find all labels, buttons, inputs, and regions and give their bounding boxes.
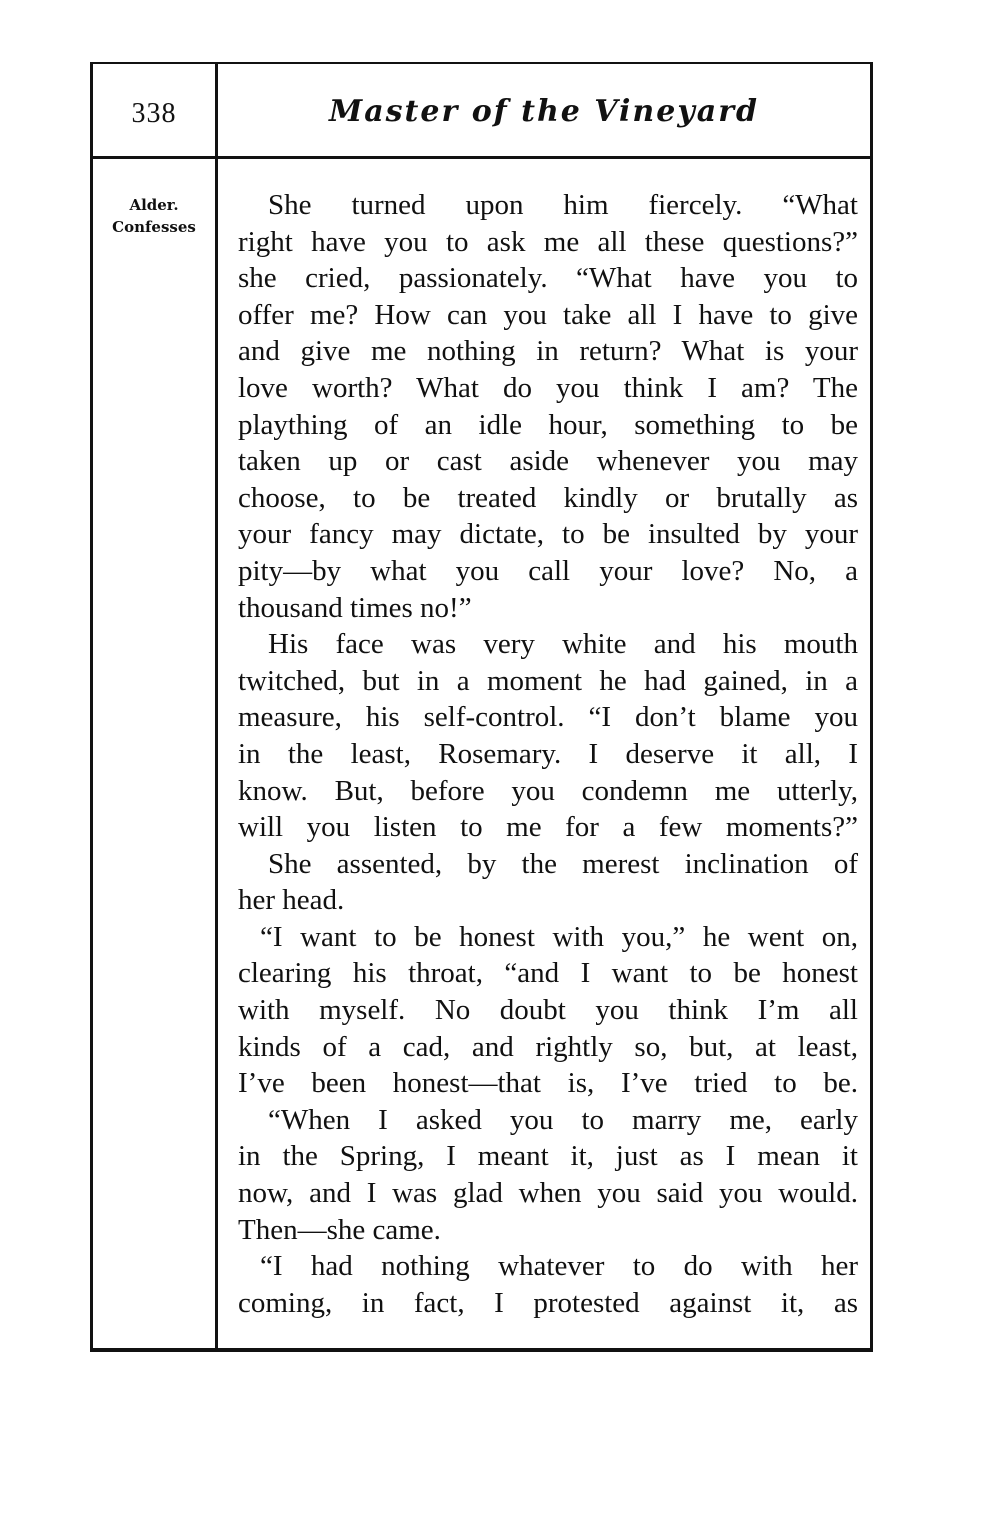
text-line: measure, his self-control. “I don’t blame you bbox=[238, 701, 858, 734]
text-line: in the Spring, I meant it, just as I mean it bbox=[238, 1140, 858, 1173]
text-line: She assented, by the merest inclination of bbox=[268, 847, 858, 880]
side-note-line: Confesses bbox=[112, 218, 196, 236]
text-line: “I want to be honest with you,” he went on, bbox=[260, 920, 858, 953]
text-line: with myself. No doubt you think I’m all bbox=[238, 994, 858, 1027]
text-line: His face was very white and his mouth bbox=[268, 628, 858, 661]
text-line: kinds of a cad, and rightly so, but, at least, bbox=[238, 1030, 858, 1063]
text-line: “When I asked you to marry me, early bbox=[268, 1103, 858, 1136]
text-line: right have you to ask me all these questions?” bbox=[238, 225, 858, 258]
text-line: taken up or cast aside whenever you may bbox=[238, 445, 858, 478]
text-line: Then—she came. bbox=[238, 1213, 441, 1246]
text-line: in the least, Rosemary. I deserve it all, I bbox=[238, 737, 858, 770]
text-line: twitched, but in a moment he had gained, in a bbox=[238, 664, 858, 697]
page-frame bbox=[90, 62, 873, 1352]
text-line: offer me? How can you take all I have to give bbox=[238, 298, 858, 331]
text-line: her head. bbox=[238, 884, 345, 917]
text-line: and give me nothing in return? What is your bbox=[238, 335, 858, 368]
side-note bbox=[93, 194, 215, 238]
header-rule bbox=[93, 156, 870, 159]
text-line: coming, in fact, I protested against it, as bbox=[238, 1286, 858, 1319]
text-line: now, and I was glad when you said you would. bbox=[238, 1177, 858, 1210]
margin-column-rule bbox=[215, 64, 218, 1348]
text-line: “I had nothing whatever to do with her bbox=[260, 1250, 858, 1283]
text-line: clearing his throat, “and I want to be honest bbox=[238, 957, 858, 990]
text-line: will you listen to me for a few moments?” bbox=[238, 811, 858, 844]
text-line: she cried, passionately. “What have you to bbox=[238, 262, 858, 295]
side-note-line: Alder. bbox=[129, 196, 179, 214]
text-line: pity—by what you call your love? No, a bbox=[238, 554, 858, 587]
running-title: Master of the Vineyard bbox=[329, 94, 759, 129]
text-line: plaything of an idle hour, something to be bbox=[238, 408, 858, 441]
text-line: She turned upon him fiercely. “What bbox=[268, 189, 858, 221]
text-line: know. But, before you condemn me utterly, bbox=[238, 774, 858, 807]
text-line: thousand times no!” bbox=[238, 591, 472, 624]
text-line: your fancy may dictate, to be insulted by your bbox=[238, 518, 858, 551]
body-text bbox=[238, 187, 858, 1321]
text-line: I’ve been honest—that is, I’ve tried to be. bbox=[238, 1067, 858, 1100]
text-line: choose, to be treated kindly or brutally as bbox=[238, 481, 858, 514]
page-number: 338 bbox=[131, 98, 177, 129]
text-line: love worth? What do you think I am? The bbox=[238, 371, 858, 404]
